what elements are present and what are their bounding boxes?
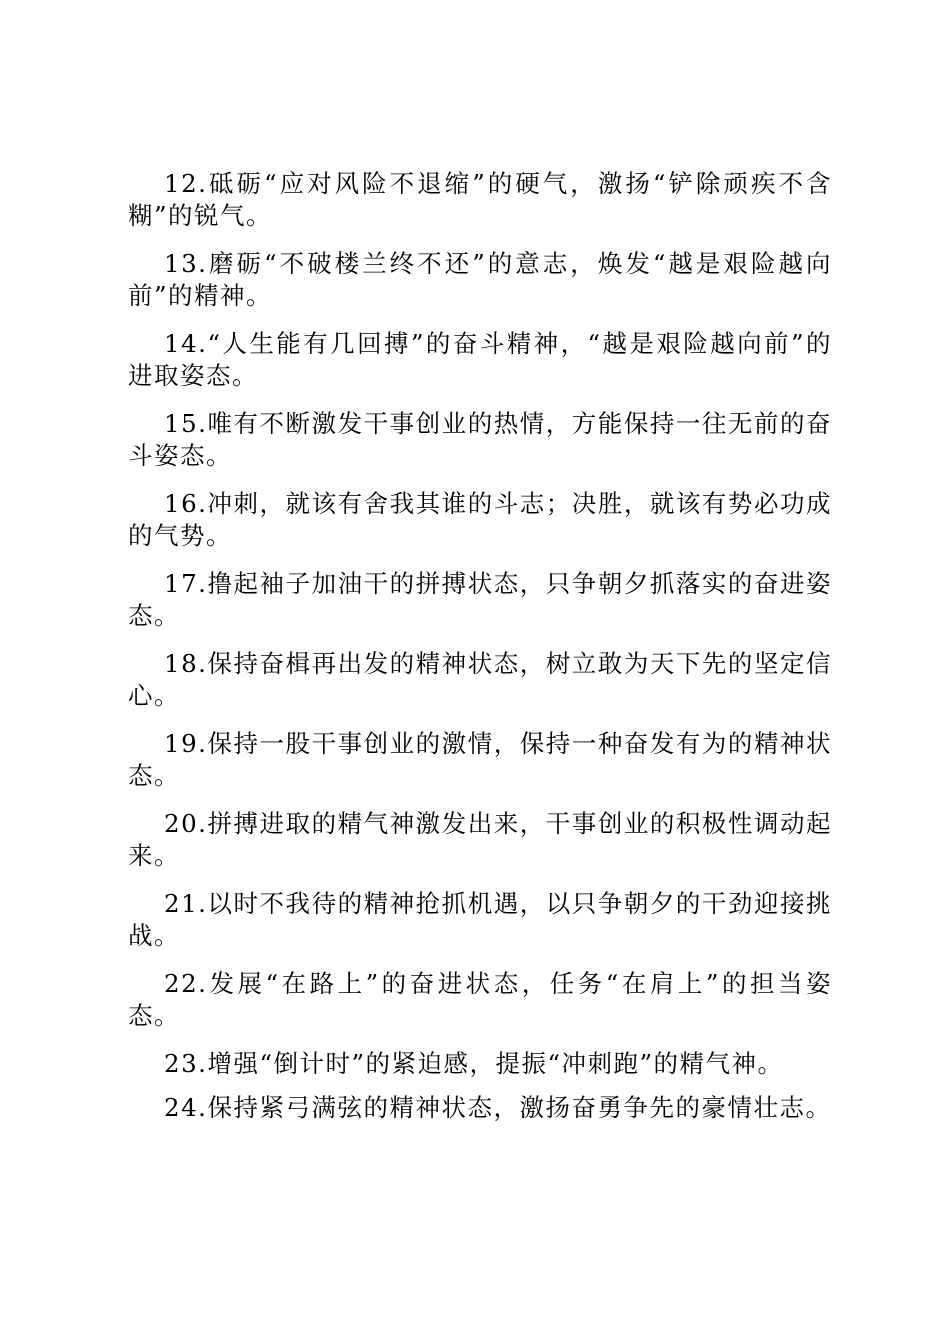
- document-body: [128, 168, 832, 1136]
- paragraph-20: 20.拼搏进取的精气神激发出来，干事创业的积极性调动起来。: [128, 809, 832, 870]
- paragraph-16: 16.冲刺，就该有舍我其谁的斗志；决胜，就该有势必功成的气势。: [128, 489, 832, 550]
- paragraph-22: 22.发展“在路上”的奋进状态，任务“在肩上”的担当姿态。: [128, 969, 832, 1030]
- paragraph-13: 13.磨砺“不破楼兰终不还”的意志，焕发“越是艰险越向前”的精神。: [128, 249, 832, 310]
- paragraph-18: 18.保持奋楫再出发的精神状态，树立敢为天下先的坚定信心。: [128, 649, 832, 710]
- paragraph-15: 15.唯有不断激发干事创业的热情，方能保持一往无前的奋斗姿态。: [128, 409, 832, 470]
- paragraph-14: 14.“人生能有几回搏”的奋斗精神，“越是艰险越向前”的进取姿态。: [128, 329, 832, 390]
- paragraph-23: 23.增强“倒计时”的紧迫感，提振“冲刺跑”的精气神。: [164, 1049, 784, 1078]
- paragraph-12: 12.砥砺“应对风险不退缩”的硬气，激扬“铲除顽疾不含糊”的锐气。: [128, 169, 832, 230]
- paragraph-17: 17.撸起袖子加油干的拼搏状态，只争朝夕抓落实的奋进姿态。: [128, 569, 832, 630]
- paragraph-19: 19.保持一股干事创业的激情，保持一种奋发有为的精神状态。: [128, 729, 832, 790]
- paragraph-21: 21.以时不我待的精神抢抓机遇，以只争朝夕的干劲迎接挑战。: [128, 889, 832, 950]
- paragraph-24: 24.保持紧弓满弦的精神状态，激扬奋勇争先的豪情壮志。: [164, 1093, 832, 1122]
